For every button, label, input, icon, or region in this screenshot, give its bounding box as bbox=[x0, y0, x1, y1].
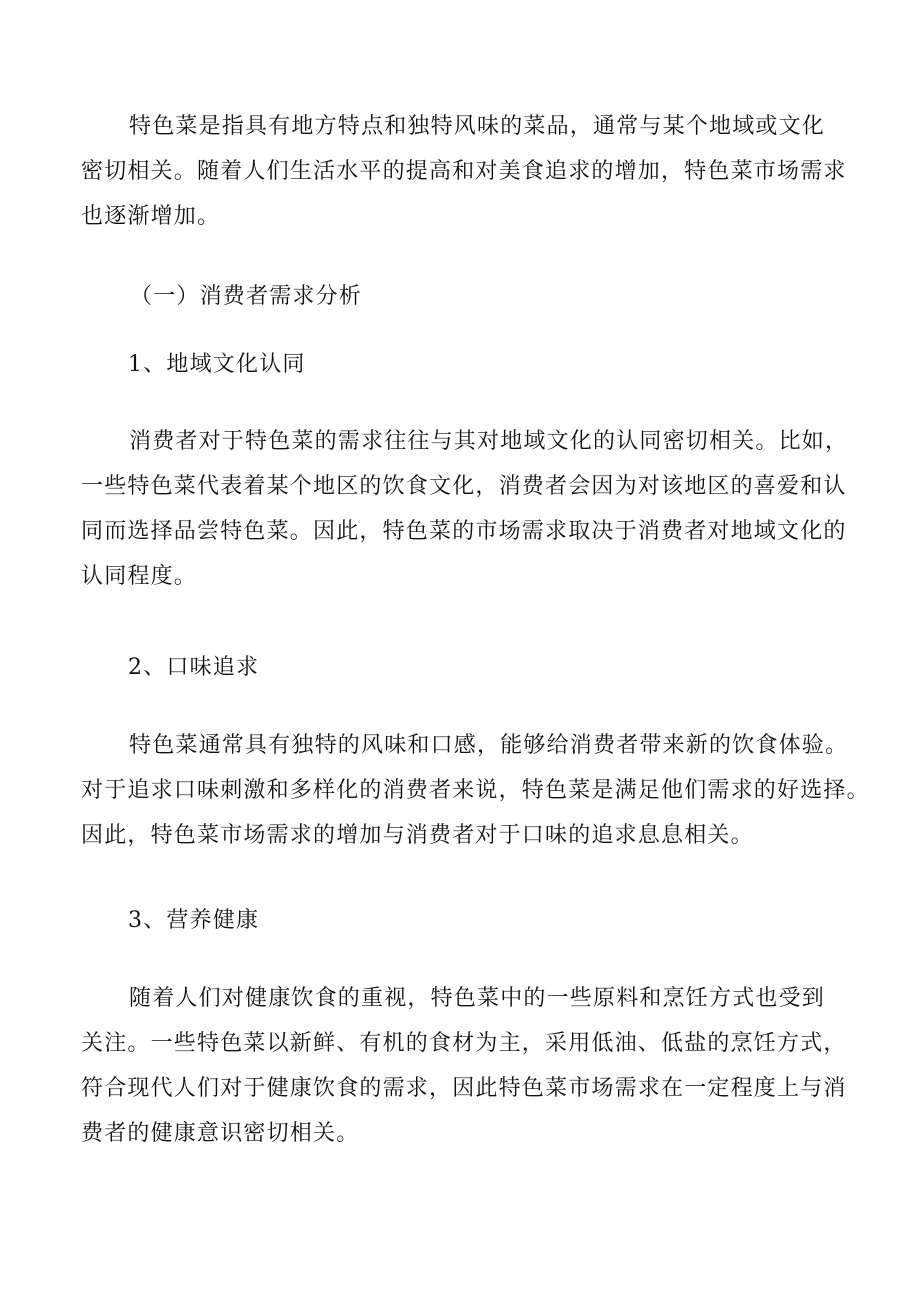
text-line: 对于追求口味刺激和多样化的消费者来说，特色菜是满足他们需求的好选择。 bbox=[81, 778, 870, 803]
paragraph-intro bbox=[81, 104, 847, 239]
subheading-nutrition: 3、营养健康 bbox=[128, 908, 260, 933]
text-line: 费者的健康意识密切相关。 bbox=[81, 1121, 360, 1146]
text-line: 符合现代人们对于健康饮食的需求，因此特色菜市场需求在一定程度上与消 bbox=[81, 1076, 847, 1101]
subheading-regional-culture: 1、地域文化认同 bbox=[128, 352, 306, 377]
text-line: 特色菜通常具有独特的风味和口感，能够给消费者带来新的饮食体验。 bbox=[129, 733, 849, 758]
text-line: 密切相关。随着人们生活水平的提高和对美食追求的增加，特色菜市场需求 bbox=[81, 159, 847, 184]
subheading-taste: 2、口味追求 bbox=[128, 655, 260, 680]
text-line: 认同程度。 bbox=[81, 564, 198, 589]
text-line: 消费者对于特色菜的需求往往与其对地域文化的认同密切相关。比如， bbox=[129, 429, 849, 454]
text-line: 同而选择品尝特色菜。因此，特色菜的市场需求取决于消费者对地域文化的 bbox=[81, 519, 847, 544]
paragraph-regional-culture bbox=[81, 419, 849, 599]
text-line: 随着人们对健康饮食的重视，特色菜中的一些原料和烹饪方式也受到 bbox=[129, 986, 826, 1011]
section-heading: （一）消费者需求分析 bbox=[130, 284, 363, 309]
text-line: 关注。一些特色菜以新鲜、有机的食材为主，采用低油、低盐的烹饪方式， bbox=[81, 1031, 847, 1056]
text-line: 一些特色菜代表着某个地区的饮食文化，消费者会因为对该地区的喜爱和认 bbox=[81, 474, 847, 499]
text-line: 特色菜是指具有地方特点和独特风味的菜品，通常与某个地域或文化 bbox=[129, 114, 826, 139]
paragraph-taste bbox=[81, 723, 870, 858]
paragraph-nutrition bbox=[81, 976, 847, 1156]
text-line: 因此，特色菜市场需求的增加与消费者对于口味的追求息息相关。 bbox=[81, 823, 754, 848]
text-line: 也逐渐增加。 bbox=[81, 204, 221, 229]
